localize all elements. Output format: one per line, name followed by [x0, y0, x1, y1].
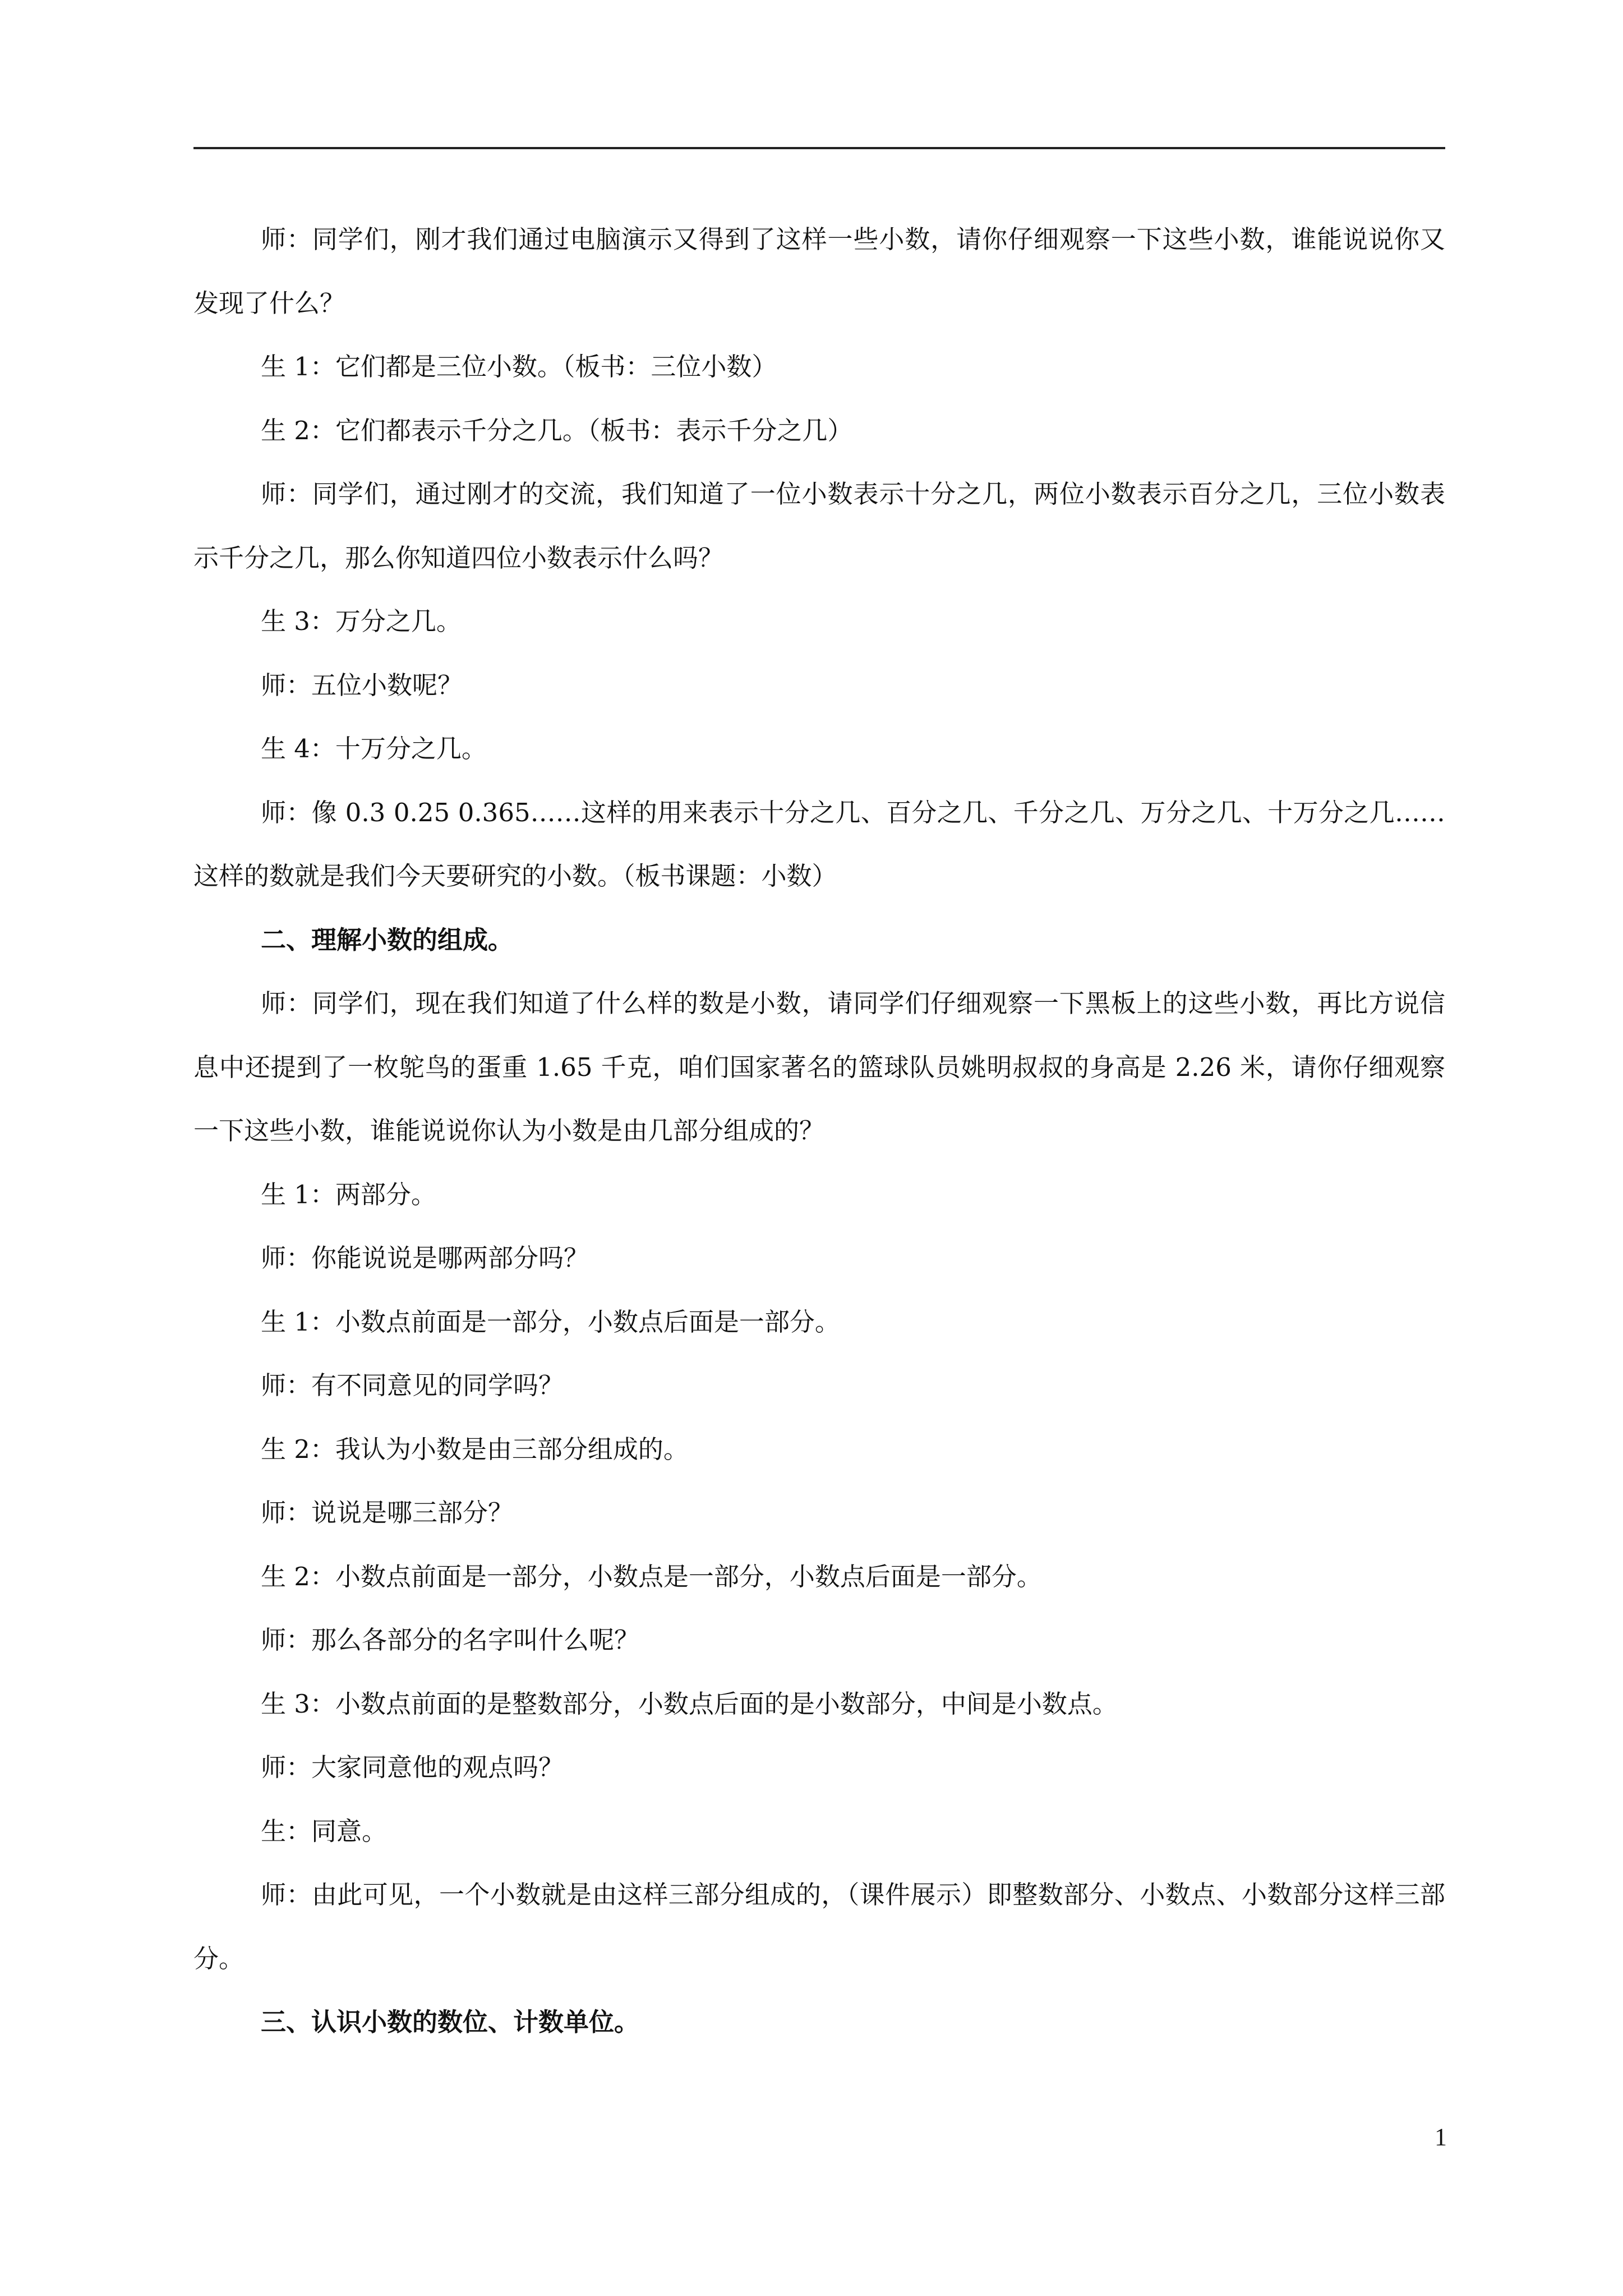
- paragraph: 师：说说是哪三部分？: [261, 1498, 514, 1527]
- section-heading: 三、认识小数的数位、计数单位。: [261, 2007, 640, 2037]
- paragraph: 师：由此可见，一个小数就是由这样三部分组成的，（课件展示）即整数部分、小数点、小数部分这样三部分。: [193, 1880, 1445, 1973]
- page-number: 1: [1435, 2123, 1447, 2151]
- paragraph: 生 3：万分之几。: [261, 606, 462, 636]
- paragraph: 师：你能说说是哪两部分吗？: [261, 1243, 589, 1273]
- paragraph: 师：同学们，现在我们知道了什么样的数是小数，请同学们仔细观察一下黑板上的这些小数，再比方说信息中还提到了一枚鸵鸟的蛋重 1.65 千克，咱们国家著名的篮球队员姚明叔叔的身高是 2.26 米，请你仔细观察一下这些小数，谁能说说你认为小数是由几部分组成的？: [193, 988, 1445, 1145]
- document-body: [193, 208, 1445, 2054]
- paragraph: 生 2：小数点前面是一部分，小数点是一部分，小数点后面是一部分。: [261, 1561, 1042, 1591]
- paragraph: 生 2：我认为小数是由三部分组成的。: [261, 1434, 689, 1464]
- paragraph: 生 1：两部分。: [261, 1179, 436, 1209]
- header-rule: [193, 147, 1445, 149]
- paragraph: 师：五位小数呢？: [261, 670, 463, 700]
- paragraph: 生 1：小数点前面是一部分，小数点后面是一部分。: [261, 1306, 840, 1337]
- paragraph: 师：同学们，通过刚才的交流，我们知道了一位小数表示十分之几，两位小数表示百分之几，三位小数表示千分之几，那么你知道四位小数表示什么吗？: [193, 479, 1445, 573]
- paragraph: 师：那么各部分的名字叫什么呢？: [261, 1625, 640, 1655]
- paragraph: 师：像 0.3 0.25 0.365……这样的用来表示十分之几、百分之几、千分之几、万分之几、十万分之几……这样的数就是我们今天要研究的小数。（板书课题：小数）: [193, 797, 1445, 891]
- paragraph: 生 1：它们都是三位小数。（板书：三位小数）: [261, 352, 777, 381]
- section-heading: 二、理解小数的组成。: [261, 924, 514, 955]
- paragraph: 生：同意。: [261, 1816, 388, 1846]
- paragraph: 师：大家同意他的观点吗？: [261, 1752, 564, 1782]
- paragraph: 生 4：十万分之几。: [261, 734, 487, 763]
- paragraph: 师：有不同意见的同学吗？: [261, 1370, 564, 1400]
- paragraph: 生 3：小数点前面的是整数部分，小数点后面的是小数部分，中间是小数点。: [261, 1688, 1118, 1719]
- paragraph: 师：同学们，刚才我们通过电脑演示又得到了这样一些小数，请你仔细观察一下这些小数，谁能说说你又发现了什么？: [193, 224, 1445, 318]
- paragraph: 生 2：它们都表示千分之几。（板书：表示千分之几）: [261, 415, 853, 445]
